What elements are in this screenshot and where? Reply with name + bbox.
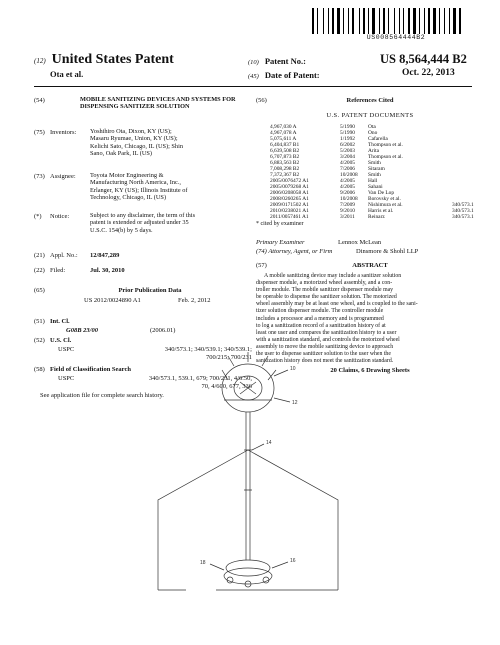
reference-number: 2006/0208058 A1	[270, 190, 309, 196]
assignee-list	[90, 172, 250, 202]
barcode-bar	[345, 8, 347, 34]
svg-text:10: 10	[290, 366, 296, 372]
barcode-bar	[394, 8, 395, 34]
reference-date: 5/1990	[340, 130, 355, 136]
abstract-line: with a sanitization standard, and controls the motorized wheel	[256, 336, 400, 343]
reference-date: 5/1990	[340, 124, 355, 130]
reference-date: 10/2008	[340, 196, 358, 202]
reference-name: Thompson et al.	[368, 154, 403, 160]
barcode-bar	[446, 8, 448, 34]
appl-code: (21)	[34, 252, 45, 259]
abstract-line: the user to dispense sanitizer solution to the user when the	[256, 351, 391, 358]
barcode-bar	[441, 8, 443, 34]
uscl-line-2: 700/215; 700/231	[205, 354, 252, 361]
reference-class: 340/573.1	[452, 208, 474, 214]
reference-date: 4/2005	[340, 178, 355, 184]
attorney-name: Dinsmore & Shohl LLP	[356, 248, 419, 255]
uscl-code: (52)	[34, 337, 45, 344]
barcode-bar	[332, 8, 334, 34]
inventors-code: (75)	[34, 129, 45, 136]
filed-code: (22)	[34, 267, 45, 274]
reference-number: 6,883,563 B2	[270, 160, 300, 166]
inventor-line: Masaru Ryumae, Union, KY (US);	[90, 135, 178, 143]
assignee-line: Erlanger, KY (US); Illinois Institute of	[90, 186, 188, 194]
reference-number: 7,372,367 B2	[270, 172, 300, 178]
patent-number-code: (10)	[248, 59, 259, 66]
assignee-label: Assignee:	[50, 173, 76, 180]
barcode-bar	[401, 8, 402, 34]
reference-date: 10/2008	[340, 172, 358, 178]
filed-date: Jul. 30, 2010	[90, 267, 125, 274]
svg-text:18: 18	[200, 560, 206, 566]
reference-class: 340/573.1	[452, 214, 474, 220]
barcode-bar	[317, 8, 318, 34]
barcode-bar	[335, 8, 336, 34]
patent-number: US 8,564,444 B2	[380, 52, 467, 66]
barcode-bar	[449, 8, 450, 34]
reference-date: 5/2003	[340, 148, 355, 154]
abstract-line: sanitization history does not meet the sanitization standard.	[256, 358, 394, 365]
date-of-patent: Oct. 22, 2013	[402, 68, 455, 78]
reference-date: 4/2005	[340, 160, 355, 166]
barcode-bar	[328, 8, 329, 34]
field-line-1: 340/573.1, 539.1, 679; 700/231, 4/6.50,	[148, 375, 252, 382]
patent-title: MOBILE SANITIZING DEVICES AND SYSTEMS FOR DISPENSING SANITIZER SOLUTION	[80, 96, 236, 111]
reference-name: Nishimura et al.	[368, 202, 403, 208]
notice-code: (*)	[34, 213, 42, 220]
date-label	[248, 70, 320, 80]
inventors-list	[90, 128, 250, 158]
barcode-bar	[419, 8, 420, 34]
barcode-bar	[439, 8, 440, 34]
reference-name: Sitaram	[368, 166, 385, 172]
abstract-line: assembly to move the mobile sanitizing device to approach	[256, 343, 394, 350]
barcode-bar	[444, 8, 445, 34]
appl-label: Appl. No.:	[50, 252, 78, 259]
barcode-bar	[459, 8, 461, 34]
barcode-bar	[343, 8, 344, 34]
abstract-code: (57)	[256, 262, 267, 269]
reference-name: Ota	[368, 124, 376, 130]
reference-number: 2005/0076472 A1	[270, 178, 309, 184]
reference-name: Borovsky et al.	[368, 196, 401, 202]
refs-code: (56)	[256, 97, 267, 104]
assignee-line: Toyota Motor Engineering &	[90, 172, 164, 179]
barcode-bar	[348, 8, 349, 34]
header-rule	[34, 86, 472, 87]
abstract-line: be operable to dispense the sanitizer solution. The motorized	[256, 294, 397, 301]
barcode-bar	[451, 8, 452, 34]
primary-examiner-label: Primary Examiner	[256, 239, 305, 246]
barcode-bar	[379, 8, 380, 34]
barcode-bar	[462, 8, 463, 34]
filed-label: Filed:	[50, 267, 66, 274]
reference-number: 6,639,508 B2	[270, 148, 300, 154]
inventors-label: Inventors:	[50, 129, 77, 136]
inventor-line: Yoshihiro Ota, Dixon, KY (US);	[90, 128, 172, 135]
barcode-bar	[381, 8, 382, 34]
barcode-bar	[437, 8, 438, 34]
assignee-line: Technology, Chicago, IL (US)	[90, 194, 167, 202]
patent-drawing	[148, 340, 348, 628]
barcode-bar	[361, 8, 362, 34]
barcode-bar	[383, 8, 385, 34]
barcode-bar	[355, 8, 358, 34]
reference-name: Smith	[368, 172, 381, 178]
barcode-bar	[372, 8, 375, 34]
inventor-line: Sano, Oak Park, IL (US)	[90, 150, 153, 158]
room-outline	[158, 450, 338, 590]
us-docs-heading: U.S. PATENT DOCUMENTS	[326, 112, 414, 119]
patent-barcode	[312, 8, 480, 34]
reference-date: 1/1992	[340, 136, 355, 142]
reference-name: Smith	[368, 160, 381, 166]
reference-date: 7/2006	[340, 166, 355, 172]
patent-number-label	[248, 56, 306, 66]
reference-number: 4,967,030 A	[270, 124, 297, 130]
barcode-bar	[366, 8, 367, 34]
reference-name: Van De Lop	[368, 190, 395, 196]
prior-pub-number: US 2012/0024890 A1	[84, 297, 141, 304]
barcode-bar	[417, 8, 418, 34]
primary-examiner-name: Lennox McLean	[338, 239, 382, 246]
reference-name: Sahani	[368, 184, 383, 190]
barcode-bar	[388, 8, 389, 34]
reference-name: Thompson et al.	[368, 142, 403, 148]
device-pole	[246, 412, 250, 560]
svg-text:14: 14	[266, 440, 272, 446]
reference-number: 2009/0171502 A1	[270, 202, 309, 208]
reference-class: 340/573.1	[452, 202, 474, 208]
barcode-bar	[390, 8, 393, 34]
barcode-bar	[323, 8, 324, 34]
reference-name: Hall	[368, 178, 378, 184]
svg-text:16: 16	[290, 558, 296, 564]
notice-line: Subject to any disclaimer, the term of this	[90, 212, 196, 219]
assignee-line: Manufacturing North America, Inc.,	[90, 179, 181, 187]
barcode-bar	[426, 8, 427, 34]
intcl-code: (51)	[34, 318, 45, 325]
abstract-line: to log a sanitization record of a sanitization history of at	[256, 322, 386, 329]
barcode-bar	[337, 8, 340, 34]
barcode-bar	[376, 8, 378, 34]
date-label-text: Date of Patent:	[264, 70, 320, 80]
reference-name: Arita	[368, 148, 380, 154]
reference-date: 3/2011	[340, 214, 355, 220]
field-prefix: USPC	[58, 375, 75, 382]
country-heading	[34, 52, 174, 68]
attorney-label: (74) Attorney, Agent, or Firm	[256, 248, 333, 255]
barcode-bar	[312, 8, 314, 34]
barcode-bar	[386, 8, 387, 34]
reference-name: Ono	[368, 130, 378, 136]
reference-date: 9/2006	[340, 190, 355, 196]
reference-number: 2005/0079268 A1	[270, 184, 309, 190]
inventor-line: Kelichi Sato, Chicago, IL (US); Shin	[90, 142, 183, 150]
notice-line: U.S.C. 154(b) by 5 days.	[90, 226, 153, 234]
date-code: (45)	[248, 73, 259, 80]
barcode-bar	[352, 8, 354, 34]
reference-name: Harris et al.	[368, 208, 394, 214]
reference-number: 7,008,298 B2	[270, 166, 300, 172]
title-code: (54)	[34, 97, 45, 104]
barcode-bar	[325, 8, 327, 34]
barcode-bar	[370, 8, 371, 34]
prior-code: (65)	[34, 287, 45, 294]
barcode-bar	[421, 8, 423, 34]
notice-line: patent is extended or adjusted under 35	[90, 219, 189, 227]
uscl-label: U.S. Cl.	[50, 337, 72, 344]
cited-by-examiner: * cited by examiner	[256, 221, 304, 227]
barcode-bar	[403, 8, 404, 34]
field-label: Field of Classification Search	[50, 366, 131, 373]
barcode-bar	[330, 8, 331, 34]
barcode-number: US008564444B2	[366, 34, 426, 41]
barcode-bar	[428, 8, 430, 34]
reference-number: 2010/0238021 A1	[270, 208, 309, 214]
reference-number: 6,707,873 B2	[270, 154, 300, 160]
reference-date: 4/2005	[340, 184, 355, 190]
reference-date: 7/2009	[340, 202, 355, 208]
reference-number: 5,075,611 A	[270, 136, 297, 142]
barcode-bar	[457, 8, 458, 34]
barcode-bar	[319, 8, 322, 34]
inventor-short: Ota et al.	[50, 69, 84, 79]
patent-number-label-text: Patent No.:	[264, 56, 306, 66]
barcode-bar	[399, 8, 400, 34]
reference-row	[256, 214, 480, 220]
barcode-bar	[424, 8, 425, 34]
reference-date: 3/2004	[340, 154, 355, 160]
reference-number: 4,967,078 A	[270, 130, 297, 136]
abstract-line: dispenser module, a motorized wheel assembly, and a con-	[256, 280, 393, 287]
barcode-bar	[396, 8, 398, 34]
field-line-2: 70, 4/600, 677, 336	[201, 383, 252, 390]
country-code: (12)	[34, 57, 46, 65]
barcode-bar	[341, 8, 342, 34]
reference-number: 2008/0260265 A1	[270, 196, 309, 202]
svg-text:12: 12	[292, 400, 298, 406]
abstract-line: troller module. The mobile sanitizer dispenser module may	[256, 287, 394, 294]
reference-date: 6/2002	[340, 142, 355, 148]
uscl-prefix: USPC	[58, 346, 75, 353]
reference-name: Cafarella	[368, 136, 388, 142]
uscl-line-1: 340/573.1; 340/539.1; 340/539.1;	[164, 346, 252, 353]
abstract-line: tizer solution dispenser module. The controller module	[256, 308, 384, 315]
barcode-bar	[453, 8, 456, 34]
intcl-date: (2006.01)	[150, 327, 176, 334]
intcl-class: G08B 23/00	[66, 327, 98, 334]
abstract-line: wheel assembly may be at least one wheel, and is coupled to the sani-	[256, 301, 418, 308]
barcode-bar	[368, 8, 369, 34]
barcode-bar	[413, 8, 416, 34]
intcl-label: Int. Cl.	[50, 318, 70, 325]
country-name: United States Patent	[51, 52, 174, 67]
reference-name: Reinarz	[368, 214, 385, 220]
reference-number: 2011/0057461 A1	[270, 214, 309, 220]
field-code: (58)	[34, 366, 45, 373]
prior-pub-date: Feb. 2, 2012	[178, 297, 211, 304]
barcode-bar	[431, 8, 432, 34]
abstract-heading: ABSTRACT	[352, 262, 388, 269]
appl-number: 12/847,289	[90, 252, 120, 259]
barcode-bar	[411, 8, 412, 34]
abstract-line: least one user and compares the sanitization history to a user	[256, 329, 397, 336]
barcode-bar	[350, 8, 351, 34]
barcode-bar	[433, 8, 436, 34]
claims-line: 20 Claims, 6 Drawing Sheets	[330, 367, 410, 374]
see-application: See application file for complete search history.	[40, 392, 164, 399]
assignee-code: (73)	[34, 173, 45, 180]
notice-label: Notice:	[50, 213, 70, 220]
reference-date: 9/2010	[340, 208, 355, 214]
refs-heading: References Cited	[346, 97, 394, 104]
barcode-bar	[363, 8, 365, 34]
abstract-line: A mobile sanitizing device may include a sanitizer solution	[264, 273, 402, 279]
reference-number: 6,404,837 B1	[270, 142, 300, 148]
barcode-bar	[408, 8, 410, 34]
notice-text	[90, 212, 250, 234]
barcode-bar	[359, 8, 360, 34]
prior-heading: Prior Publication Data	[118, 287, 182, 294]
abstract-line: includes a processor and a memory and is programmed	[256, 315, 384, 322]
barcode-bar	[405, 8, 407, 34]
barcode-bar	[315, 8, 316, 34]
